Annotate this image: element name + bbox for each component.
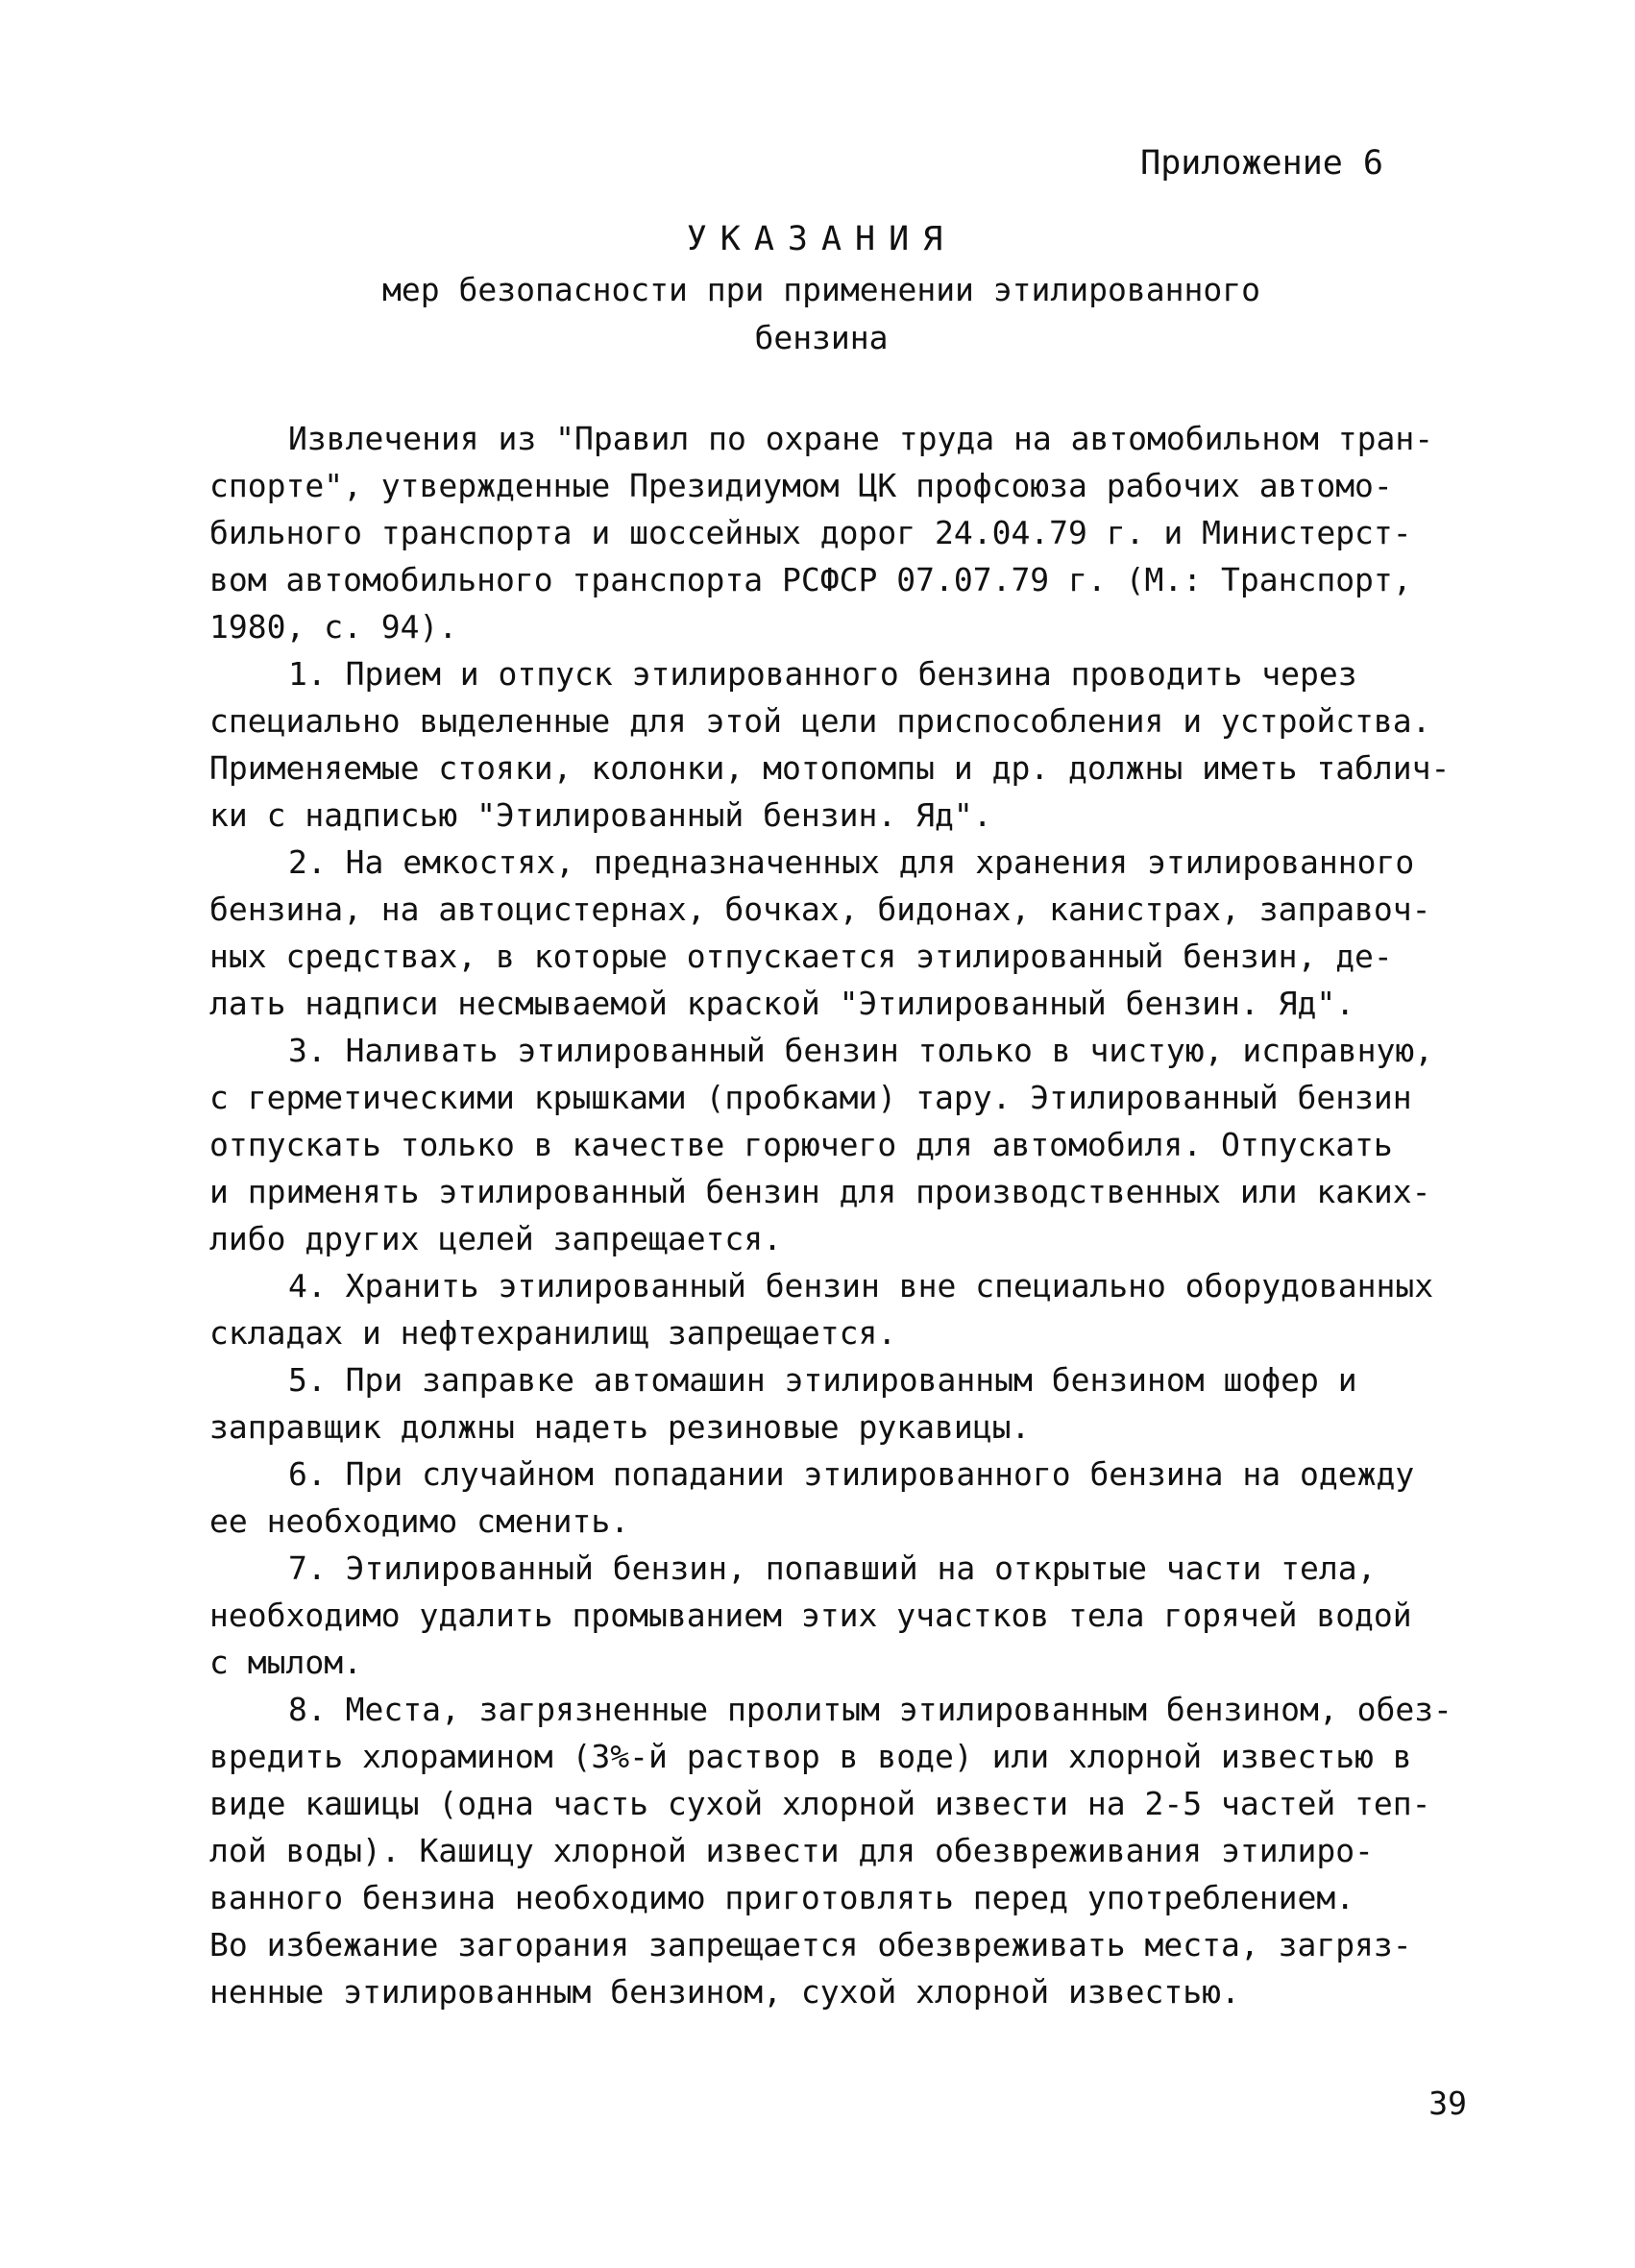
text-line: заправщик должны надеть резиновые рукавицы. [209, 1408, 1031, 1446]
document-subtitle-line-1: мер безопасности при применении этилированного [382, 271, 1260, 308]
body-text [209, 415, 1458, 2015]
text-line: Применяемые стояки, колонки, мотопомпы и др. должны иметь таблич- [209, 749, 1451, 787]
text-line: виде кашицы (одна часть сухой хлорной извести на 2-5 частей теп- [209, 1785, 1431, 1822]
paragraph-item-3 [209, 1027, 1458, 1262]
document-subtitle-line-2: бензина [754, 319, 889, 356]
text-line: 1980, с. 94). [209, 608, 458, 646]
text-line: с герметическими крышками (пробками) тару. Этилированный бензин [209, 1079, 1412, 1116]
text-line: 6. При случайном попадании этилированного бензина на одежду [288, 1455, 1415, 1493]
paragraph-item-7 [209, 1545, 1458, 1686]
text-line: ных средствах, в которые отпускается этилированный бензин, де- [209, 938, 1393, 975]
text-line: бензина, на автоцистернах, бочках, бидонах, канистрах, заправоч- [209, 890, 1431, 928]
text-line: 1. Прием и отпуск этилированного бензина проводить через [288, 655, 1357, 693]
paragraph-item-6 [209, 1451, 1458, 1545]
text-line: складах и нефтехранилищ запрещается. [209, 1314, 897, 1352]
text-line: либо других целей запрещается. [209, 1220, 783, 1257]
text-line: Во избежание загорания запрещается обезвреживать места, загряз- [209, 1926, 1412, 1963]
text-line: ванного бензина необходимо приготовлять перед употреблением. [209, 1879, 1355, 1916]
text-line: 5. При заправке автомашин этилированным бензином шофер и [288, 1361, 1357, 1399]
text-line: ненные этилированным бензином, сухой хлорной известью. [209, 1973, 1240, 2011]
paragraph-intro [209, 415, 1458, 650]
paragraph-item-5 [209, 1356, 1458, 1451]
text-line: специально выделенные для этой цели приспособления и устройства. [209, 702, 1431, 740]
text-line: 8. Места, загрязненные пролитым этилированным бензином, обез- [288, 1691, 1452, 1728]
text-line: с мылом. [209, 1644, 362, 1681]
text-line: вредить хлорамином (3%-й раствор в воде) или хлорной известью в [209, 1738, 1412, 1775]
text-line: лать надписи несмываемой краской "Этилированный бензин. Яд". [209, 985, 1355, 1022]
page-number: 39 [1428, 2085, 1467, 2122]
appendix-label: Приложение 6 [1140, 144, 1383, 183]
text-line: 4. Хранить этилированный бензин вне специально оборудованных [288, 1267, 1434, 1305]
text-line: Извлечения из "Правил по охране труда на автомобильном тран- [288, 420, 1434, 457]
text-line: лой воды). Кашицу хлорной извести для обезвреживания этилиро- [209, 1832, 1374, 1869]
text-line: ее необходимо сменить. [209, 1502, 630, 1540]
text-line: 2. На емкостях, предназначенных для хранения этилированного [288, 843, 1415, 881]
text-line: и применять этилированный бензин для производственных или каких- [209, 1173, 1431, 1210]
text-line: 7. Этилированный бензин, попавший на открытые части тела, [288, 1549, 1377, 1587]
paragraph-item-2 [209, 839, 1458, 1027]
title-block [221, 216, 1422, 362]
paragraph-item-1 [209, 650, 1458, 839]
text-line: 3. Наливать этилированный бензин только в чистую, исправную, [288, 1032, 1434, 1069]
text-line: ки с надписью "Этилированный бензин. Яд". [209, 796, 992, 834]
text-line: вом автомобильного транспорта РСФСР 07.07.79 г. (М.: Транспорт, [209, 561, 1412, 598]
paragraph-item-8 [209, 1686, 1458, 2015]
text-line: бильного транспорта и шоссейных дорог 24.04.79 г. и Министерст- [209, 514, 1412, 551]
text-line: спорте", утвержденные Президиумом ЦК профсоюза рабочих автомо- [209, 467, 1393, 504]
document-title: УКАЗАНИЯ [686, 220, 957, 258]
text-line: отпускать только в качестве горючего для автомобиля. Отпускать [209, 1126, 1393, 1163]
paragraph-item-4 [209, 1262, 1458, 1356]
text-line: необходимо удалить промыванием этих участков тела горячей водой [209, 1597, 1412, 1634]
